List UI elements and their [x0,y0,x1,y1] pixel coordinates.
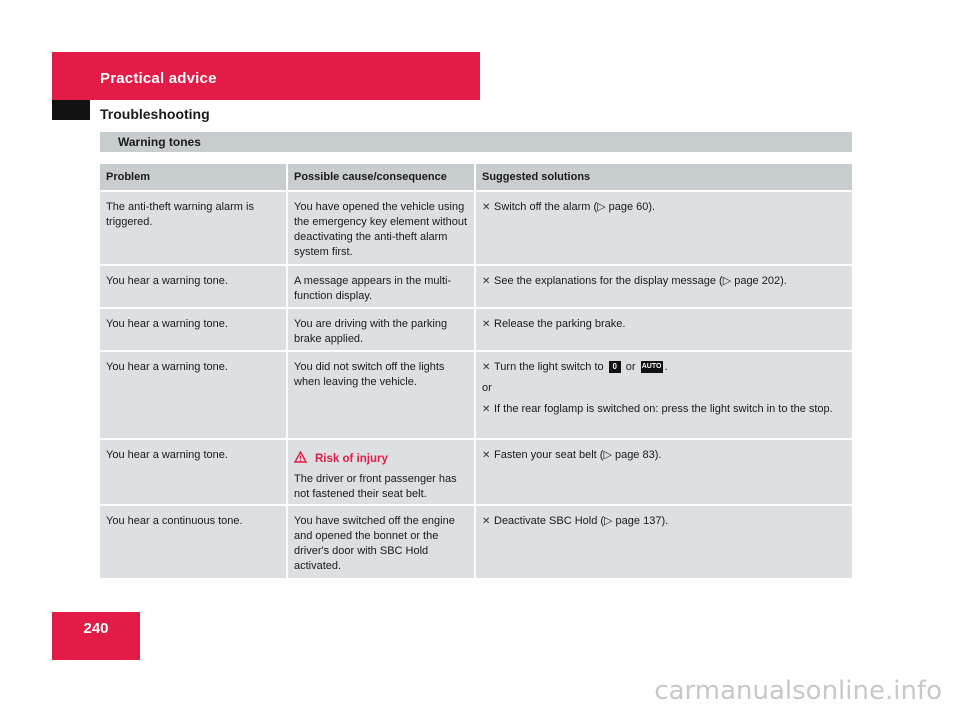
bullet-arrow-icon: ✕ [482,319,491,330]
table-row [100,440,852,504]
solution-text-part: . [664,361,668,373]
solution-cell [476,266,852,307]
problem-cell: You hear a continuous tone. [100,506,286,578]
solution-cell [476,506,852,578]
cause-cell: A message appears in the multi-function display. [288,266,474,307]
section-title: Warning tones [118,135,201,149]
column-header-cause: Possible cause/consequence [288,164,474,190]
solution-text [494,360,668,375]
cause-cell [288,440,474,504]
bullet-arrow-icon: ✕ [482,450,491,461]
warning-label: Risk of injury [315,453,388,465]
light-switch-auto-icon: AUTO [641,361,663,373]
cause-text: The driver or front passenger has not fastened their seat belt. [294,473,457,500]
bullet-arrow-icon: ✕ [482,516,491,527]
section-tab-marker [52,100,90,120]
light-switch-0-icon: 0 [609,361,621,373]
problem-cell: You hear a warning tone. [100,440,286,504]
bullet-arrow-icon: ✕ [482,276,491,287]
solution-text: Fasten your seat belt (▷ page 83). [494,449,662,461]
solution-text: Release the parking brake. [494,318,626,330]
problem-cell: You hear a warning tone. [100,352,286,438]
bullet-arrow-icon: ✕ [482,362,491,373]
bullet-arrow-icon: ✕ [482,202,491,213]
solution-text: If the rear foglamp is switched on: press the light switch in to the stop. [494,403,833,415]
table-row [100,506,852,578]
cause-cell: You are driving with the parking brake applied. [288,309,474,350]
bullet-arrow-icon: ✕ [482,404,491,415]
or-text: or [482,382,492,394]
warning-block [294,451,468,468]
watermark: carmanualsonline.info [654,676,942,706]
solution-text-part: Turn the light switch to [494,361,604,373]
solution-text-part: or [625,361,636,373]
solution-cell [476,440,852,504]
table-row [100,309,852,350]
troubleshooting-table [100,164,852,580]
solution-text: Deactivate SBC Hold (▷ page 137). [494,515,669,527]
column-header-solutions: Suggested solutions [476,164,852,190]
cause-cell: You have switched off the engine and opened the bonnet or the driver's door with SBC Hold activated. [288,506,474,578]
cause-cell: You have opened the vehicle using the emergency key element without deactivating the anti-theft alarm system first. [288,192,474,264]
cause-cell: You did not switch off the lights when leaving the vehicle. [288,352,474,438]
solution-cell [476,309,852,350]
problem-cell: You hear a warning tone. [100,309,286,350]
solution-text: See the explanations for the display message (▷ page 202). [494,275,787,287]
table-header-row [100,164,852,190]
solution-cell [476,352,852,438]
table-row [100,266,852,307]
solution-text: Switch off the alarm (▷ page 60). [494,201,656,213]
warning-triangle-icon [294,451,307,468]
table-row [100,192,852,264]
chapter-title: Practical advice [100,70,217,87]
table-row [100,352,852,438]
problem-cell: You hear a warning tone. [100,266,286,307]
solution-cell [476,192,852,264]
page-number: 240 [83,620,109,637]
page-subtitle: Troubleshooting [100,106,210,122]
section-header-bar [100,132,852,152]
column-header-problem: Problem [100,164,286,190]
problem-cell: The anti-theft warning alarm is triggered. [100,192,286,264]
